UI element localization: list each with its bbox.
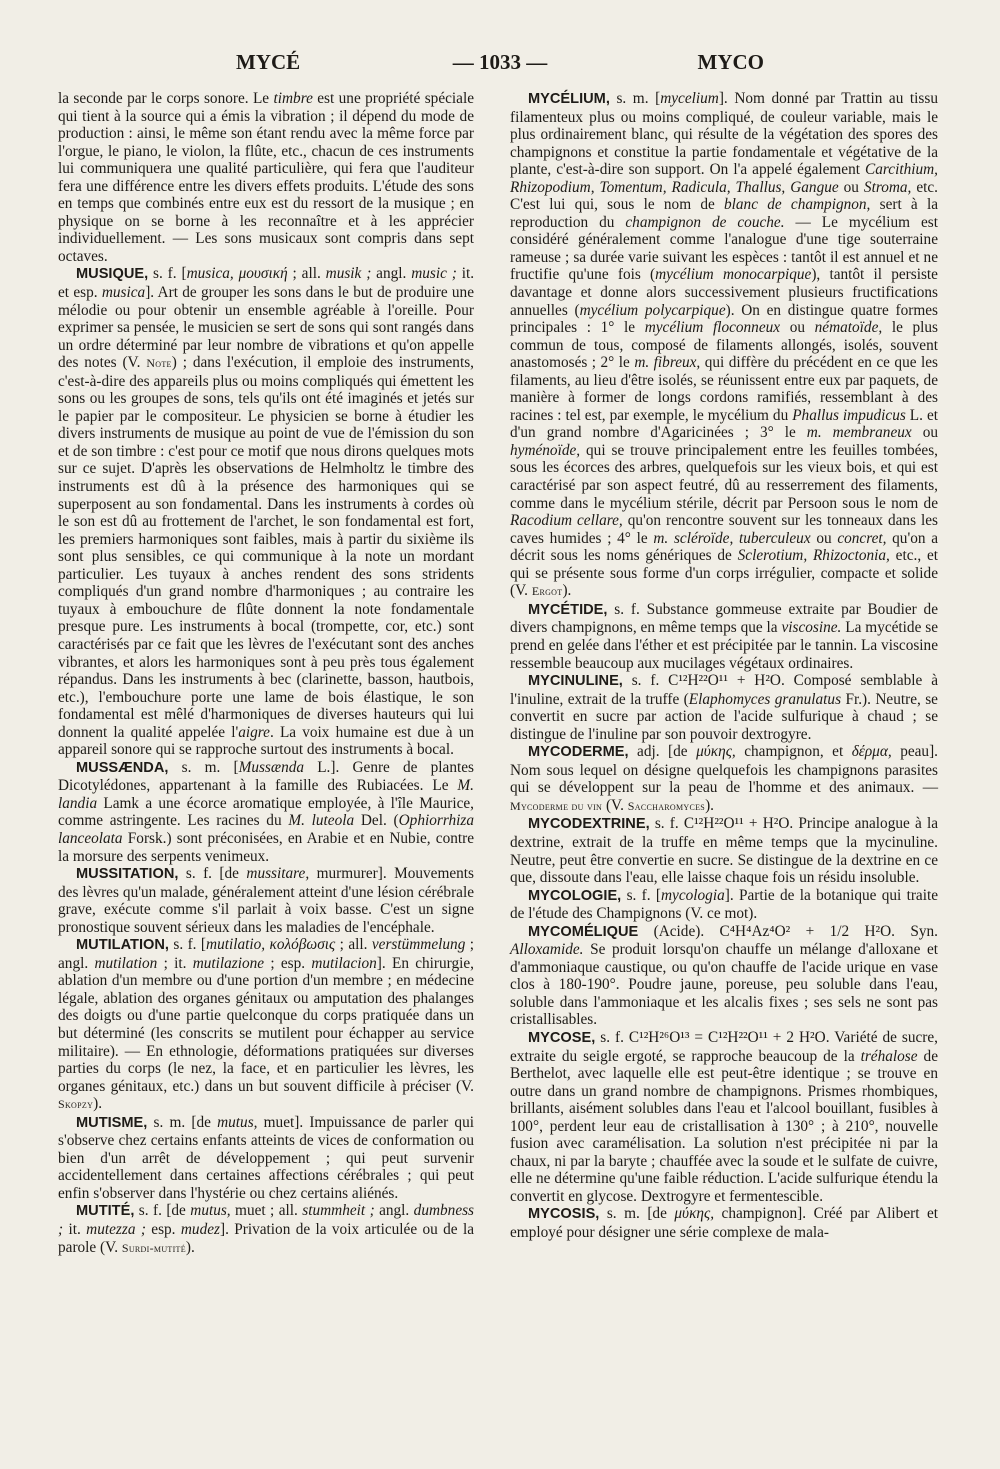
italic-text: dumbness ; <box>58 1202 475 1238</box>
entry-text: ; esp. <box>264 954 312 972</box>
entry-text: s. f. [ <box>621 886 661 904</box>
entry-headword: MUTITÉ, <box>76 1203 135 1220</box>
entry-text: ). <box>562 582 572 600</box>
italic-text: μύκης, <box>696 743 736 761</box>
entry-text: s. f. C¹²H²²O¹¹ + H²O. Composé semblable à l'inuline, extrait de la truffe ( <box>510 672 938 708</box>
entry-text: it. et esp. <box>58 265 475 302</box>
italic-text: μύκης, <box>674 1205 715 1223</box>
entry-headword: MYCÉTIDE, <box>528 601 608 618</box>
italic-text: mutilacion <box>311 954 377 972</box>
italic-text: verstümmelung <box>371 936 466 954</box>
dictionary-entry-mycosis <box>510 1205 938 1241</box>
entry-text: s. f. Substance gommeuse extraite par Boudier de divers champignons, en même temps que la <box>510 600 938 637</box>
dictionary-entry-mutilation <box>58 936 474 1113</box>
entry-text: qui diffère du précédent en ce que les filaments, au lieu d'être isolés, se réunissent entre eux par paquets, de manière à former de longs cordons ramifiés, ressemblant à des racines : tel est, par exemple, le mycélium du <box>510 354 938 424</box>
dictionary-entry-mycologie <box>510 887 938 923</box>
entry-headword: MYCOSIS, <box>528 1206 600 1223</box>
cross-reference: Saccharomyces <box>627 798 706 813</box>
entry-text: muet]. Impuissance de parler qui s'observe chez certains enfants atteints de vices de conformation ou bien d'un arrêt de développement ; qui peut survenir accidentellement dans certaines affections cérébrales ; qui peut enfin s'observer dans l'hystérie ou chez certains aliénés. <box>58 1113 474 1202</box>
italic-text: nématoïde, <box>814 319 883 337</box>
dictionary-entry-mutisme <box>58 1114 474 1203</box>
italic-text: mutus, <box>217 1113 258 1131</box>
italic-text: mycelium <box>660 90 719 107</box>
entry-text: ]. Partie de la botanique qui traite de l'étude des Champignons (V. ce mot). <box>510 886 939 923</box>
italic-text: tréhalose <box>860 1047 918 1065</box>
entry-text: ; angl. <box>58 936 475 972</box>
entry-headword: MYCÉLIUM, <box>528 91 610 107</box>
entry-text: s. m. [de <box>147 1113 218 1131</box>
entry-text: ). <box>93 1095 103 1113</box>
italic-text: mutilazione <box>192 954 265 972</box>
entry-headword: MUSSITATION, <box>76 866 179 883</box>
left-text-column <box>58 90 474 1257</box>
cross-reference: Ergot <box>531 584 563 599</box>
dictionary-entry-mycose <box>510 1029 938 1205</box>
entry-text: ]. En chirurgie, ablation d'un membre ou d'une portion d'un membre ; en médecine légale, ablation des organes génitaux ou amputation des phalanges des doigts ou d'une partie quelconque du corps pratiquée dans un but déterminé (les conscrits se mutilent pour échapper au service militaire). — En ethnologie, déformations pratiquées sur diverses parties du corps (le nez, la face, et en particulier les lèvres, les organes génitaux, etc.) dans un but souvent difficile à préciser (V. <box>58 954 474 1095</box>
italic-text: M. landia <box>58 777 474 812</box>
italic-text: m. fibreux, <box>634 354 701 372</box>
italic-text: Phallus impudicus <box>792 406 906 424</box>
dictionary-entry-mussitation <box>58 865 474 936</box>
entry-headword: MYCODEXTRINE, <box>528 816 650 833</box>
entry-text: s. f. [de <box>134 1202 191 1220</box>
entry-text: L. et d'un grand nombre d'Agaricinées ; 3° le <box>510 406 938 442</box>
entry-headword: MUTILATION, <box>76 937 169 954</box>
dictionary-entry-mycoderme <box>510 743 938 815</box>
entry-text: murmurer]. Mouvements des lèvres qu'un malade, généralement atteint d'une lésion cérébrale grave, exécute comme s'il parlait à voix basse. C'est un signe pronostique souvent sérieux dans les maladies de l'encéphale. <box>58 865 474 936</box>
entry-text: (V. <box>602 796 628 814</box>
entry-text: etc. C'est lui qui, sous le nom de <box>510 178 938 214</box>
italic-text: viscosine. <box>781 619 842 637</box>
cross-reference: Surdi-mutité <box>121 1240 186 1255</box>
italic-text: champignon de couche. <box>625 213 785 231</box>
entry-text: ; it. <box>157 954 193 972</box>
italic-text: Elaphomyces granulatus <box>688 690 842 708</box>
italic-text: mycologia <box>661 886 725 904</box>
entry-text: s. m. [ <box>609 90 661 107</box>
entry-text: ou <box>780 319 815 337</box>
entry-headword: MYCOMÉLIQUE <box>528 923 639 940</box>
entry-headword: MYCINULINE, <box>528 673 623 690</box>
page-number: — 1033 — <box>452 50 548 74</box>
italic-text: mutezza ; <box>86 1221 146 1238</box>
right-text-column <box>510 90 938 1242</box>
entry-text: etc., et qui se présente sous forme d'un corps irrégulier, compacte et solide (V. <box>510 547 938 600</box>
entry-headword: MYCOSE, <box>528 1029 596 1046</box>
italic-text: m. scléroïde, tuberculeux <box>653 529 811 547</box>
italic-text: mutilatio, κολόβωσις <box>206 936 336 954</box>
entry-text: de Berthelot, avec laquelle elle est peut-être identique ; se trouve en outre dans un grand nombre de champignons. Prismes rhombiques, brillants, aisément solubles dans l'eau et l'alcool bouillant, fusibles à 100°, perdent leur eau de cristallisation à 130° ; à 210°, nouvelle fusion avec caramélisation. La solution n'est précipitée ni par la chaux, ni par la baryte ; chauffée avec la soude et le sulfate de cuivre, elle ne détermine qu'une faible réduction. L'acide sulfurique étendu la convertit en glycose. Dextrogyre et fermentescible. <box>510 1047 938 1205</box>
italic-text: timbre <box>273 90 313 107</box>
entry-text: ou <box>911 424 938 442</box>
entry-text: ]. Privation de la voix articulée ou de la parole (V. <box>58 1221 474 1256</box>
entry-text: Se produit lorsqu'on chauffe un mélange d'alloxane et d'ammoniaque caustique, ou qu'on chauffe de l'acide urique en vase clos à 180-190°. Poudre jaune, poreuse, peu soluble dans l'eau, soluble dans l'ammoniaque et les alcalis fixes ; ses sels ne sont pas cristallisables. <box>510 941 938 1029</box>
italic-text: Racodium cellare, <box>510 512 623 530</box>
italic-text: musik ; <box>325 265 372 283</box>
entry-text: angl. <box>374 1202 414 1220</box>
entry-text: ). <box>185 1238 195 1256</box>
entry-text: ). On en distingue quatre formes principales : 1° le <box>510 301 938 337</box>
italic-text: Ophiorrhiza lanceolata <box>58 812 474 847</box>
italic-text: Stroma, <box>863 178 912 196</box>
entry-text: adj. [de <box>628 743 697 761</box>
entry-text: champignon]. Créé par Alibert et employé pour désigner une série complexe de mala- <box>510 1205 938 1241</box>
entry-text: s. m. [de <box>599 1205 675 1223</box>
italic-text: mycélium monocarpique <box>655 266 812 284</box>
entry-text: ) ; dans l'exécution, il emploie des instruments, c'est-à-dire des appareils plus ou moins compliqués qui émettent les sons ou les groupes de sons, tels qu'ils ont été imaginés et jetés sur le papier par le compositeur. Le physicien se borne à étudier les divers instruments de musique au point de vue de l'émission du son et de son timbre : c'est pour ce motif que nous dirons quelques mots sur ce sujet. D'après les observations de Helmholtz le timbre des instruments est dû à la présence des harmoniques qui se superposent au son fondamental. Dans les instruments à cordes où le son est dû au frottement de l'archet, le son fondamental est fort, les premiers harmoniques sont faibles, mais à partir du sixième ils sont plus sensibles, ce qui communique à la note un mordant particulier. Les tuyaux à anches rendent des sons stridents compliqués d'un grand nombre d'harmoniques ; au contraire les tuyaux à embouchure de flûte donnent la note fondamentale presque pure. Les instruments à bocal (trompette, cor, etc.) sont caractérisés par ce fait que les lèvres de l'exécutant sont des anches vibrantes, et alors les harmoniques sont à peu près tous également répandus. Dans les instruments à bec (clarinette, basson, hautbois, etc.), l'embouchure porte une lame de bois élastique, le son fondamental est mêlé d'harmoniques de diverses hauteurs qui lui donnent la qualité appelée l' <box>58 354 474 741</box>
entry-text: esp. <box>145 1221 181 1238</box>
entry-text: s. f. [ <box>168 936 207 954</box>
dictionary-entry-mycodextrine <box>510 815 938 886</box>
cross-reference: Note <box>146 356 172 371</box>
italic-text: mycélium floconneux <box>644 319 781 337</box>
entry-headword: MYCODERME, <box>528 744 629 761</box>
entry-text: . La voix humaine est due à un appareil sonore qui se rapproche surtout des instruments à bocal. <box>58 723 474 759</box>
dictionary-entry-mutite <box>58 1202 474 1257</box>
entry-text: champignon, et <box>735 743 852 761</box>
italic-text: m. membraneux <box>806 424 912 442</box>
entry-text: est une propriété spéciale qui tient à la source qui a émis la vibration ; il dépend du mode de production : ainsi, le même son étant rendu avec la même force par l'orgue, le piano, le violon, la flûte, etc., chacun de ces instruments lui communiquera une qualité particulière, qui fera que l'auditeur fera une différence entre les divers effets produits. L'étude des sons en temps que combinés entre eux est du ressort de la musique ; en physique on se borne à les reconnaître et à les apprécier individuellement. — Les sons musicaux sont compris dans sept octaves. <box>58 90 474 265</box>
entry-text: La mycétide se prend en gelée dans l'éther et est précipitée par le tannin. La viscosine ressemble beaucoup aux mucilages végétaux ordinaires. <box>510 619 938 672</box>
dictionary-entry-mycomelique <box>510 923 938 1029</box>
entry-text: it. <box>63 1221 87 1238</box>
entry-headword: MYCOLOGIE, <box>528 887 622 904</box>
entry-text: peau]. Nom sous lequel on désigne quelquefois les champignons parasites qui se développent sur la peau de l'homme et des animaux. — <box>510 743 938 797</box>
running-header <box>58 50 942 82</box>
entry-text: la seconde par le corps sonore. Le <box>58 90 274 107</box>
dictionary-entry-mussaenda <box>58 759 474 865</box>
entry-text: Fr.). Neutre, se convertit en sucre par action de l'acide sulfurique à chaud ; se distingue de l'inuline par son pouvoir dextrogyre. <box>510 690 938 743</box>
italic-text: Carcithium, Rhizopodium, Tomentum, Radicula, Thallus, Gangue <box>510 161 938 196</box>
entry-text: ]. Art de grouper les sons dans le but de produire une mélodie ou pour obtenir un ensemble agréable à l'oreille. Pour exprimer sa pensée, le musicien se sert de sons qui sont rangés dans un ordre déterminé par leur nombre de vibrations et qu'on appelle des notes (V. <box>58 284 474 372</box>
entry-continuation <box>58 90 474 265</box>
italic-text: concret, <box>837 529 887 547</box>
italic-text: Alloxamide. <box>510 941 584 959</box>
italic-text: mutilation <box>94 954 158 972</box>
entry-text: Forsk.) sont préconisées, en Arabie et en Nubie, contre la morsure des serpents venimeux. <box>58 829 474 865</box>
entry-text: angl. <box>371 265 412 283</box>
italic-text: Mussænda <box>238 758 305 776</box>
entry-text: s. f. C¹²H²⁶O¹³ = C¹²H²²O¹¹ + 2 H²O. Variété de sucre, extraite du seigle ergoté, se rapproche beaucoup de la <box>510 1028 938 1065</box>
entry-text: sert à la reproduction du <box>510 196 939 231</box>
entry-text: qui se trouve principalement entre les feuilles tombées, sous les écorces des arbres, quelquefois sur les vieux bois, et qui est caractérisé par son aspect feutré, dû au resserrement des filaments, comme dans le mycélium stérile, décrit par Persoon sous le nom de <box>510 441 938 512</box>
italic-text: hyménoïde, <box>510 441 581 459</box>
entry-text: Del. ( <box>354 812 399 830</box>
entry-text: ou <box>810 529 838 547</box>
entry-headword: MUSIQUE, <box>76 266 149 283</box>
italic-text: mudez <box>180 1221 220 1238</box>
entry-text: — Le mycélium est considéré généralement comme l'analogue d'une tige souterraine rameuse ; sa durée varie suivant les espèces : tantôt il est annuel et ne fructifie qu'une fois ( <box>510 213 938 284</box>
italic-text: δέρμα, <box>851 743 892 761</box>
entry-text: ; all. <box>335 936 372 954</box>
cross-reference: Mycoderme du vin <box>510 798 603 813</box>
italic-text: stummheit ; <box>302 1202 375 1220</box>
entry-text: L.]. Genre de plantes Dicotylédones, appartenant à la famille des Rubiacées. Le <box>58 758 474 795</box>
dictionary-entry-mycetide <box>510 601 938 672</box>
italic-text: blanc de champignon, <box>724 196 871 214</box>
italic-text: Sclerotium, Rhizoctonia, <box>737 547 890 565</box>
entry-headword: MUTISME, <box>76 1114 148 1131</box>
entry-text: ). <box>705 796 714 814</box>
entry-text: ]. Nom donné par Trattin au tissu filamenteux plus ou moins compliqué, de couleur variable, mais le plus ordinairement blanc, qui résulte de la végétation des spores des champignons et constitue la partie fondamentale et végétative de la plante, c'est-à-dire son support. On l'a appelé également <box>510 90 938 179</box>
italic-text: aigre <box>238 723 270 741</box>
header-right-guide-word: MYCO <box>697 50 764 74</box>
entry-text: s. f. [de <box>178 865 247 883</box>
italic-text: mussitare, <box>246 865 310 883</box>
italic-text: musica, μουσική <box>186 265 288 283</box>
entry-text: ), tantôt il persiste davantage et donne alors successivement plusieurs fructifications annuelles ( <box>510 266 938 319</box>
entry-text: Lamk a une écorce aromatique employée, à l'île Maurice, comme astringente. Les racines du <box>58 794 474 830</box>
entry-headword: MUSSÆNDA, <box>76 759 169 776</box>
entry-text: ou <box>838 178 864 196</box>
italic-text: M. luteola <box>288 812 355 830</box>
italic-text: mutus, <box>190 1202 231 1220</box>
cross-reference: Skopzy <box>58 1097 94 1112</box>
entry-text: s. f. C¹²H²²O¹¹ + H²O. Principe analogue à la dextrine, extrait de la truffe en même temps que la mycinuline. Neutre, peut être convertie en sucre. Se distingue de la dextrine en ce que, dissoute dans l'eau, elle laisse chaque fois un résidu insoluble. <box>510 815 938 887</box>
italic-text: mycélium polycarpique <box>579 301 726 319</box>
entry-text: ; all. <box>287 265 326 283</box>
entry-text: le plus commun de tous, composé de filaments allongés, isolés, souvent anastomosés ; 2° le <box>510 319 938 372</box>
entry-text: s. m. [ <box>168 758 239 776</box>
entry-text: muet ; all. <box>230 1202 303 1220</box>
entry-text: s. f. [ <box>148 265 187 283</box>
entry-text: qu'on a décrit sous les noms génériques de <box>510 529 938 565</box>
dictionary-entry-musique <box>58 265 474 758</box>
dictionary-entry-mycelium <box>510 90 938 601</box>
entry-text: (Acide). C⁴H⁴Az⁴O² + 1/2 H²O. Syn. <box>638 922 938 940</box>
italic-text: music ; <box>411 265 457 283</box>
entry-text: qu'on rencontre souvent sur les tonneaux dans les caves humides ; 4° le <box>510 512 939 547</box>
italic-text: musica <box>101 284 146 302</box>
header-left-guide-word: MYCÉ <box>236 50 301 74</box>
dictionary-entry-mycinuline <box>510 672 938 743</box>
